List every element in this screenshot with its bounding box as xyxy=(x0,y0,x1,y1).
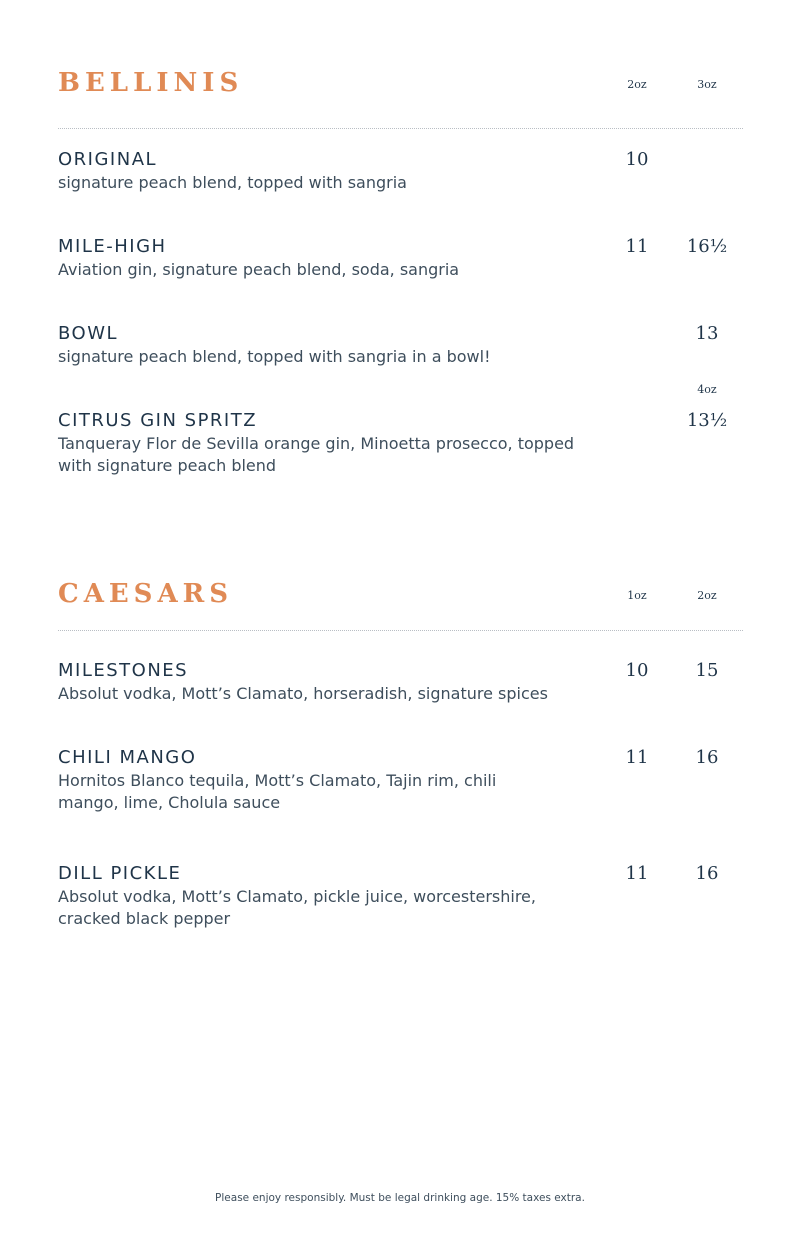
price-small: 11 xyxy=(625,236,649,257)
price-large: 13½ xyxy=(686,410,728,431)
menu-item-bowl xyxy=(58,322,743,368)
price-small: 10 xyxy=(625,149,649,170)
price-large: 13 xyxy=(695,323,719,344)
section-title: BELLINIS xyxy=(58,68,244,98)
item-description: Tanqueray Flor de Sevilla orange gin, Minoetta prosecco, topped with signature peach blend xyxy=(58,434,575,475)
item-name: CITRUS GIN SPRITZ xyxy=(58,410,258,431)
price-large: 16½ xyxy=(686,236,728,257)
size-header-small: 2oz xyxy=(627,78,647,91)
section-divider xyxy=(58,630,743,631)
item-description: Aviation gin, signature peach blend, soda, sangria xyxy=(58,260,460,279)
item-description: Absolut vodka, Mott’s Clamato, pickle juice, worcestershire, cracked black pepper xyxy=(58,887,536,928)
menu-item-citrus-gin-spritz xyxy=(58,383,743,477)
size-note: 4oz xyxy=(697,383,717,396)
price-large: 16 xyxy=(695,747,719,768)
item-name: ORIGINAL xyxy=(58,149,158,170)
menu-item-chili-mango xyxy=(58,746,743,814)
item-description: Absolut vodka, Mott’s Clamato, horseradish, signature spices xyxy=(58,684,548,703)
price-large: 16 xyxy=(695,863,719,884)
size-header-large: 2oz xyxy=(697,589,717,602)
item-name: CHILI MANGO xyxy=(58,747,197,768)
menu-item-dill-pickle xyxy=(58,862,743,930)
item-name: MILESTONES xyxy=(58,660,189,681)
price-large: 15 xyxy=(695,660,719,681)
section-caesars xyxy=(58,579,743,939)
item-description: signature peach blend, topped with sangria in a bowl! xyxy=(58,347,491,366)
item-description: Hornitos Blanco tequila, Mott’s Clamato, Tajin rim, chili mango, lime, Cholula sauce xyxy=(58,771,497,812)
menu-item-milestones xyxy=(58,659,743,705)
price-small: 11 xyxy=(625,863,649,884)
price-small: 10 xyxy=(625,660,649,681)
item-name: BOWL xyxy=(58,323,119,344)
section-bellinis xyxy=(58,68,743,488)
size-header-small: 1oz xyxy=(627,589,647,602)
item-name: MILE-HIGH xyxy=(58,236,167,257)
section-title: CAESARS xyxy=(58,579,234,609)
price-small: 11 xyxy=(625,747,649,768)
section-divider xyxy=(58,128,743,129)
menu-item-original xyxy=(58,148,743,194)
menu-item-mile-high xyxy=(58,235,743,281)
item-description: signature peach blend, topped with sangria xyxy=(58,173,407,192)
item-name: DILL PICKLE xyxy=(58,863,182,884)
size-header-large: 3oz xyxy=(697,78,717,91)
footer-note: Please enjoy responsibly. Must be legal drinking age. 15% taxes extra. xyxy=(215,1192,585,1204)
